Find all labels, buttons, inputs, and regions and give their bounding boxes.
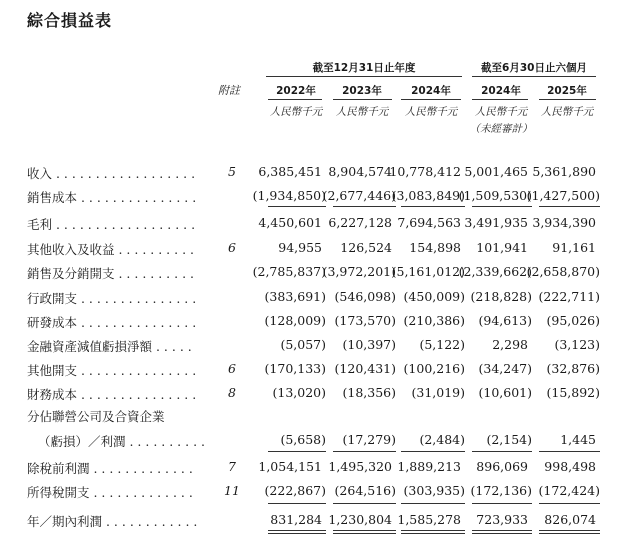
row-value: 6,227,128 xyxy=(328,215,392,230)
leader-dots: . . . . . . . . . . xyxy=(114,242,194,257)
row-label-text: 毛利 xyxy=(27,217,53,232)
row-value: (2,677,446) xyxy=(322,188,396,203)
leader-dots: . . . . . . . . . . . . xyxy=(102,514,198,529)
column-unit-label: 人民幣千元 xyxy=(474,106,528,118)
row-label-text: 財務成本 xyxy=(27,387,78,402)
row-value: (18,356) xyxy=(342,385,396,400)
row-label-text: 金融資產減值虧損淨額 xyxy=(27,339,153,354)
column-unit-label: 人民幣千元 xyxy=(335,106,389,118)
row-label-text: （虧損）／利潤 xyxy=(38,434,126,449)
leader-dots: . . . . . xyxy=(152,339,192,354)
row-value: 10,778,412 xyxy=(389,164,461,179)
row-value: (32,876) xyxy=(546,361,600,376)
row-label-text: 收入 xyxy=(27,166,53,181)
group-header-half-year-rule xyxy=(472,76,596,77)
leader-dots: . . . . . . . . . . . . . . . . . . xyxy=(52,217,196,232)
row-value: 1,445 xyxy=(560,432,596,447)
row-value: 101,941 xyxy=(476,240,528,255)
total-double-rule xyxy=(333,530,396,534)
row-label xyxy=(27,313,196,331)
column-year-rule xyxy=(401,99,461,100)
total-double-rule xyxy=(472,530,532,534)
row-label xyxy=(27,164,195,182)
column-unit-label: 人民幣千元 xyxy=(269,106,323,118)
row-value: (172,136) xyxy=(470,483,532,498)
leader-dots: . . . . . . . . . . . . . . . xyxy=(77,190,197,205)
row-note: 8 xyxy=(228,385,236,400)
subtotal-rule xyxy=(401,206,465,207)
subtotal-rule xyxy=(472,503,532,504)
row-value: (172,424) xyxy=(538,483,600,498)
row-value: (2,154) xyxy=(486,432,532,447)
row-label xyxy=(27,459,193,477)
row-value: (5,161,012) xyxy=(391,264,465,279)
leader-dots: . . . . . . . . . . . . . . . xyxy=(77,387,197,402)
row-value: 1,495,320 xyxy=(328,459,392,474)
row-value: (100,216) xyxy=(403,361,465,376)
row-value: 126,524 xyxy=(340,240,392,255)
row-value: 723,933 xyxy=(476,512,528,527)
row-value: (264,516) xyxy=(334,483,396,498)
row-label xyxy=(27,483,193,501)
note-column-header: 附註 xyxy=(218,84,240,97)
row-value: 831,284 xyxy=(270,512,322,527)
row-value: (5,658) xyxy=(280,432,326,447)
subtotal-rule xyxy=(333,206,396,207)
row-label-text: 銷售及分銷開支 xyxy=(27,266,115,281)
subtotal-rule xyxy=(472,451,532,452)
row-value: (546,098) xyxy=(334,289,396,304)
row-value: 94,955 xyxy=(278,240,322,255)
row-value: (450,009) xyxy=(403,289,465,304)
row-label-text: 其他收入及收益 xyxy=(27,242,115,257)
subtotal-rule xyxy=(333,451,396,452)
row-value: 998,498 xyxy=(544,459,596,474)
row-label xyxy=(27,407,165,425)
column-year-rule xyxy=(472,99,528,100)
row-label xyxy=(27,215,195,233)
row-value: (5,057) xyxy=(280,337,326,352)
row-value: (2,484) xyxy=(419,432,465,447)
row-value: 5,001,465 xyxy=(464,164,528,179)
leader-dots: . . . . . . . . . . . . . xyxy=(89,485,193,500)
row-value: (222,711) xyxy=(538,289,600,304)
column-year-header: 2025年 xyxy=(547,85,587,97)
row-note: 6 xyxy=(228,240,236,255)
row-value: (95,026) xyxy=(546,313,600,328)
leader-dots: . . . . . . . . . . . . . xyxy=(89,461,193,476)
row-value: (173,570) xyxy=(334,313,396,328)
leader-dots: . . . . . . . . . . xyxy=(114,266,194,281)
row-value: 1,054,151 xyxy=(258,459,322,474)
subtotal-rule xyxy=(268,451,326,452)
row-note: 6 xyxy=(228,361,236,376)
subtotal-rule xyxy=(472,206,532,207)
row-value: 8,904,574 xyxy=(328,164,392,179)
subtotal-rule xyxy=(539,206,600,207)
column-year-rule xyxy=(268,99,322,100)
row-value: (2,785,837) xyxy=(252,264,326,279)
leader-dots: . . . . . . . . . . xyxy=(125,434,205,449)
row-note: 7 xyxy=(228,459,236,474)
column-year-header: 2023年 xyxy=(342,85,382,97)
row-label xyxy=(27,361,196,379)
row-value: (222,867) xyxy=(264,483,326,498)
row-value: (15,892) xyxy=(546,385,600,400)
row-value: (1,934,850) xyxy=(252,188,326,203)
row-label-text: 分佔聯營公司及合資企業 xyxy=(27,409,165,424)
row-label-text: 行政開支 xyxy=(27,291,78,306)
total-double-rule xyxy=(539,530,600,534)
row-value: (10,397) xyxy=(342,337,396,352)
row-label xyxy=(27,188,196,206)
leader-dots: . . . . . . . . . . . . . . . xyxy=(77,291,197,306)
subtotal-rule xyxy=(539,503,600,504)
row-value: (17,279) xyxy=(342,432,396,447)
row-value: (120,431) xyxy=(334,361,396,376)
row-value: 1,585,278 xyxy=(397,512,461,527)
row-value: (210,386) xyxy=(403,313,465,328)
subtotal-rule xyxy=(268,206,326,207)
row-value: 4,450,601 xyxy=(258,215,322,230)
leader-dots: . . . . . . . . . . . . . . . xyxy=(77,363,197,378)
row-value: 826,074 xyxy=(544,512,596,527)
column-year-rule xyxy=(539,99,596,100)
row-label-text: 研發成本 xyxy=(27,315,78,330)
column-unit-label: 人民幣千元 xyxy=(540,106,594,118)
row-label xyxy=(27,512,197,530)
total-double-rule xyxy=(268,530,326,534)
row-label xyxy=(27,240,194,258)
row-value: 3,934,390 xyxy=(532,215,596,230)
total-double-rule xyxy=(401,530,465,534)
row-value: (218,828) xyxy=(470,289,532,304)
row-value: (170,133) xyxy=(264,361,326,376)
row-label-text: 其他開支 xyxy=(27,363,78,378)
group-header-year-rule xyxy=(266,76,462,77)
group-header-year: 截至12月31日止年度 xyxy=(312,62,416,74)
row-value: (94,613) xyxy=(478,313,532,328)
column-year-rule xyxy=(333,99,392,100)
column-year-header: 2022年 xyxy=(276,85,316,97)
row-value: 154,898 xyxy=(409,240,461,255)
row-value: (1,427,500) xyxy=(526,188,600,203)
row-value: (31,019) xyxy=(411,385,465,400)
row-value: 7,694,563 xyxy=(397,215,461,230)
row-value: 6,385,451 xyxy=(258,164,322,179)
row-label xyxy=(27,289,196,307)
row-value: 1,889,213 xyxy=(397,459,461,474)
column-year-header: 2024年 xyxy=(481,85,521,97)
row-value: (2,339,662) xyxy=(458,264,532,279)
leader-dots: . . . . . . . . . . . . . . . xyxy=(77,315,197,330)
row-label-text: 所得稅開支 xyxy=(27,485,90,500)
row-value: 5,361,890 xyxy=(532,164,596,179)
subtotal-rule xyxy=(401,451,465,452)
row-value: (10,601) xyxy=(478,385,532,400)
row-value: (383,691) xyxy=(264,289,326,304)
statement-title: 綜合損益表 xyxy=(27,11,113,30)
subtotal-rule xyxy=(333,503,396,504)
column-unit-label: 人民幣千元 xyxy=(404,106,458,118)
row-value: 91,161 xyxy=(552,240,596,255)
subtotal-rule xyxy=(401,503,465,504)
row-value: (34,247) xyxy=(478,361,532,376)
row-label-text: 年／期內利潤 xyxy=(27,514,103,529)
row-value: (3,972,201) xyxy=(322,264,396,279)
row-label xyxy=(38,432,205,450)
unaudited-label: （未經審計） xyxy=(469,123,533,135)
row-label-text: 銷售成本 xyxy=(27,190,78,205)
row-value: (2,658,870) xyxy=(526,264,600,279)
row-value: 3,491,935 xyxy=(464,215,528,230)
row-value: (5,122) xyxy=(419,337,465,352)
group-header-half-year: 截至6月30日止六個月 xyxy=(481,62,587,74)
row-value: (303,935) xyxy=(403,483,465,498)
row-value: 896,069 xyxy=(476,459,528,474)
subtotal-rule xyxy=(539,451,600,452)
row-value: (3,123) xyxy=(554,337,600,352)
row-label xyxy=(27,264,194,282)
row-label xyxy=(27,337,192,355)
row-value: (3,083,849) xyxy=(391,188,465,203)
row-value: 1,230,804 xyxy=(328,512,392,527)
row-value: 2,298 xyxy=(492,337,528,352)
row-value: (13,020) xyxy=(272,385,326,400)
row-note: 11 xyxy=(224,483,240,498)
row-value: (1,509,530) xyxy=(458,188,532,203)
subtotal-rule xyxy=(268,503,326,504)
row-value: (128,009) xyxy=(264,313,326,328)
column-year-header: 2024年 xyxy=(411,85,451,97)
row-label-text: 除稅前利潤 xyxy=(27,461,90,476)
row-note: 5 xyxy=(228,164,236,179)
row-label xyxy=(27,385,196,403)
leader-dots: . . . . . . . . . . . . . . . . . . xyxy=(52,166,196,181)
